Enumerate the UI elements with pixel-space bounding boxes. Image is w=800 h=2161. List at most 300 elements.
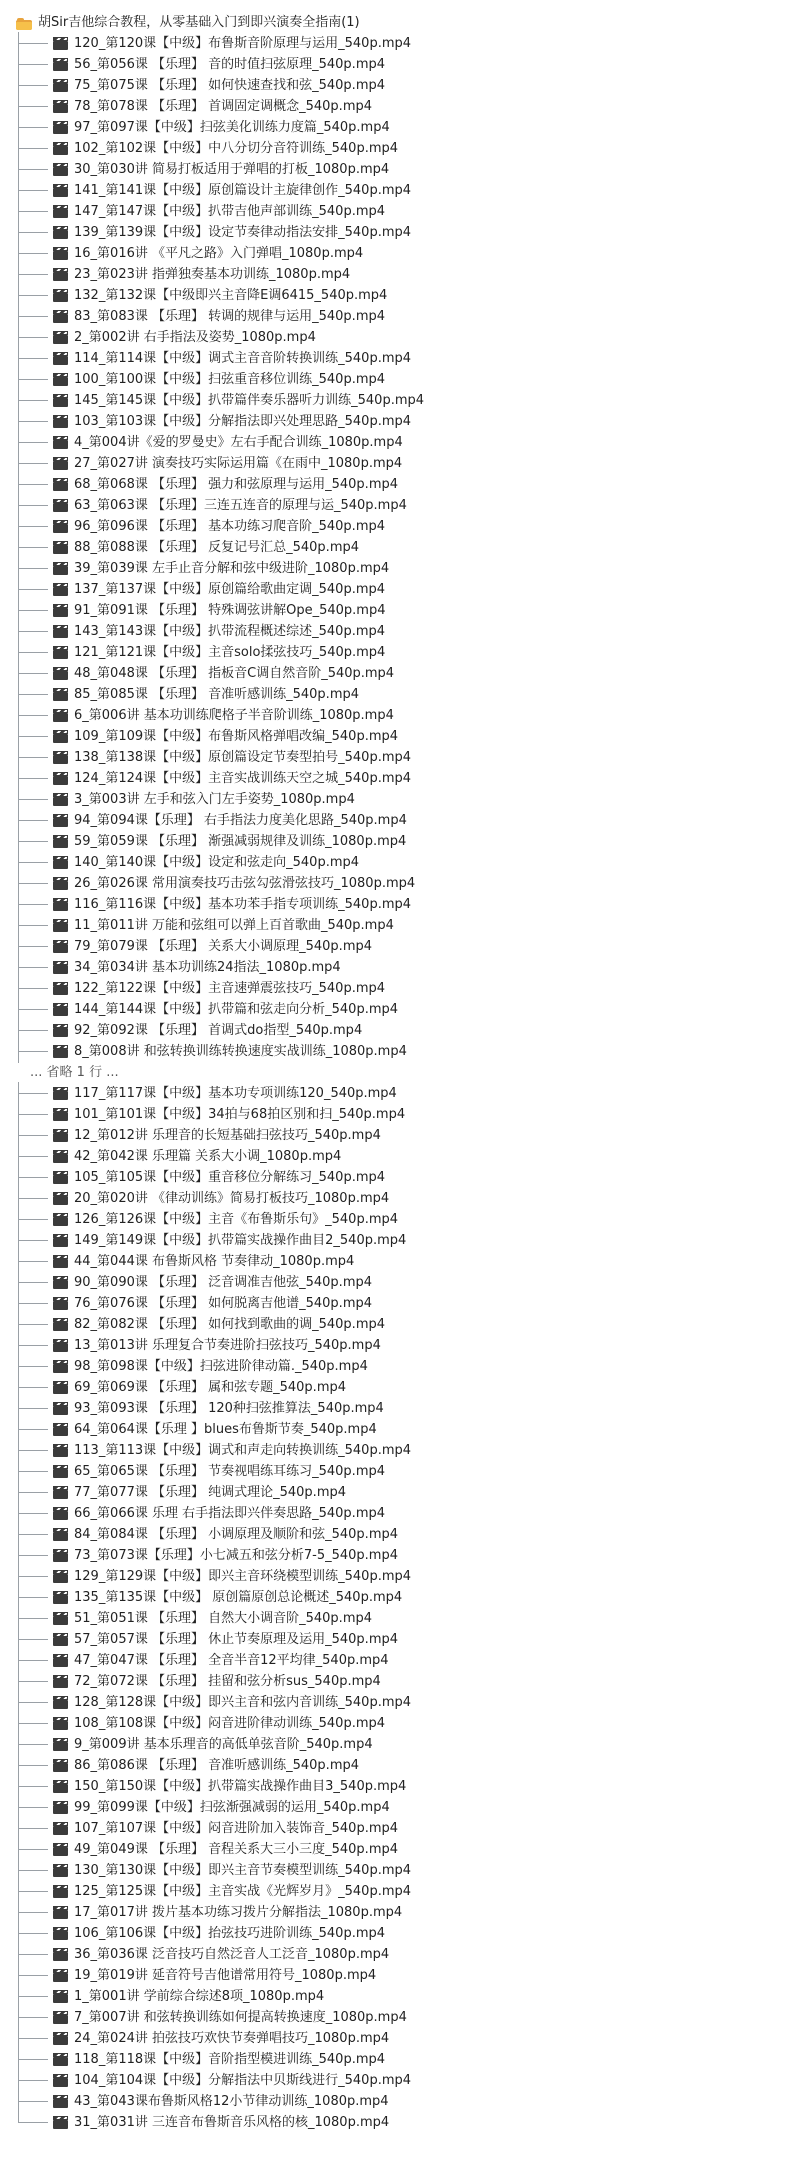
tree-branch-line [17, 831, 53, 852]
clapperboard-icon [53, 352, 68, 365]
file-item[interactable] [14, 978, 800, 999]
file-item[interactable] [14, 1356, 800, 1377]
file-name: 12_第012讲 乐理音的长短基础扫弦技巧_540p.mp4 [74, 1128, 381, 1143]
tree-branch-line [17, 1125, 53, 1146]
file-name: 121_第121课【中级】主音solo揉弦技巧_540p.mp4 [74, 645, 386, 660]
file-item[interactable] [14, 1461, 800, 1482]
file-item[interactable] [14, 2007, 800, 2028]
clapperboard-icon [53, 1150, 68, 1163]
file-name: 141_第141课【中级】原创篇设计主旋律创作_540p.mp4 [74, 183, 412, 198]
file-item[interactable] [14, 1188, 800, 1209]
tree-branch-line [17, 1692, 53, 1713]
file-name: 19_第019讲 延音符号吉他谱常用符号_1080p.mp4 [74, 1968, 377, 1983]
file-name: 98_第098课【中级】扫弦进阶律动篇._540p.mp4 [74, 1359, 368, 1374]
tree-branch-line [17, 705, 53, 726]
tree-branch-line [17, 957, 53, 978]
clapperboard-icon [53, 1864, 68, 1877]
file-item[interactable] [14, 726, 800, 747]
tree-branch-line [17, 1713, 53, 1734]
clapperboard-icon [53, 1318, 68, 1331]
file-item[interactable] [14, 306, 800, 327]
tree-branch-line [17, 1524, 53, 1545]
file-item[interactable] [14, 390, 800, 411]
clapperboard-icon [53, 1822, 68, 1835]
clapperboard-icon [53, 1654, 68, 1667]
clapperboard-icon [53, 1108, 68, 1121]
file-name: 42_第042课 乐理篇 关系大小调_1080p.mp4 [74, 1149, 342, 1164]
file-name: 68_第068课 【乐理】 强力和弦原理与运用_540p.mp4 [74, 477, 399, 492]
tree-branch-line [17, 516, 53, 537]
file-item[interactable] [14, 1251, 800, 1272]
file-name: 73_第073课【乐理】小七减五和弦分析7-5_540p.mp4 [74, 1548, 398, 1563]
file-item[interactable] [14, 1125, 800, 1146]
root-folder-row[interactable] [14, 12, 800, 33]
file-item[interactable] [14, 2028, 800, 2049]
clapperboard-icon [53, 961, 68, 974]
clapperboard-icon [53, 394, 68, 407]
file-item[interactable] [14, 2070, 800, 2091]
file-item[interactable] [14, 159, 800, 180]
file-name: 145_第145课【中级】扒带篇伴奏乐器听力训练_540p.mp4 [74, 393, 425, 408]
tree-branch-line [17, 1314, 53, 1335]
tree-branch-line [17, 1944, 53, 1965]
file-item[interactable] [14, 411, 800, 432]
clapperboard-icon [53, 1045, 68, 1058]
file-item[interactable] [14, 1776, 800, 1797]
file-item[interactable] [14, 1797, 800, 1818]
tree-branch-line [17, 1020, 53, 1041]
file-item[interactable] [14, 1083, 800, 1104]
file-name: 103_第103课【中级】分解指法即兴处理思路_540p.mp4 [74, 414, 412, 429]
clapperboard-icon [53, 1633, 68, 1646]
file-list-group-a [14, 33, 800, 1062]
tree-branch-line [17, 222, 53, 243]
clapperboard-icon [53, 478, 68, 491]
file-name: 137_第137课【中级】原创篇给歌曲定调_540p.mp4 [74, 582, 386, 597]
file-name: 128_第128课【中级】即兴主音和弦内音训练_540p.mp4 [74, 1695, 412, 1710]
file-item[interactable] [14, 2049, 800, 2070]
clapperboard-icon [53, 667, 68, 680]
clapperboard-icon [53, 1465, 68, 1478]
tree-branch-line [17, 54, 53, 75]
file-item[interactable] [14, 1860, 800, 1881]
tree-branch-line [17, 2112, 53, 2133]
file-item[interactable] [14, 1314, 800, 1335]
clapperboard-icon [53, 625, 68, 638]
file-name: 140_第140课【中级】设定和弦走向_540p.mp4 [74, 855, 360, 870]
clapperboard-icon [53, 1129, 68, 1142]
file-item[interactable] [14, 285, 800, 306]
clapperboard-icon [53, 856, 68, 869]
file-item[interactable] [14, 1440, 800, 1461]
tree-branch-line [17, 33, 53, 54]
tree-branch-line [17, 537, 53, 558]
file-item[interactable] [14, 1902, 800, 1923]
clapperboard-icon [53, 2095, 68, 2108]
tree-branch-line [17, 558, 53, 579]
tree-branch-line [17, 495, 53, 516]
file-name: 69_第069课 【乐理】 属和弦专题_540p.mp4 [74, 1380, 347, 1395]
file-item[interactable] [14, 495, 800, 516]
file-item[interactable] [14, 1608, 800, 1629]
file-name: 78_第078课 【乐理】 首调固定调概念_540p.mp4 [74, 99, 373, 114]
tree-branch-line [17, 1461, 53, 1482]
tree-branch-line [17, 1083, 53, 1104]
clapperboard-icon [53, 1087, 68, 1100]
file-name: 92_第092课 【乐理】 首调式do指型_540p.mp4 [74, 1023, 363, 1038]
tree-branch-line [17, 936, 53, 957]
file-item[interactable] [14, 432, 800, 453]
file-item[interactable] [14, 1881, 800, 1902]
tree-branch-line [17, 2091, 53, 2112]
file-item[interactable] [14, 1839, 800, 1860]
file-name: 126_第126课【中级】主音《布鲁斯乐句》_540p.mp4 [74, 1212, 399, 1227]
tree-branch-line [17, 1629, 53, 1650]
file-item[interactable] [14, 789, 800, 810]
file-name: 91_第091课 【乐理】 特殊调弦讲解Ope_540p.mp4 [74, 603, 386, 618]
tree-branch-line [17, 1797, 53, 1818]
clapperboard-icon [53, 1990, 68, 2003]
file-item[interactable] [14, 1524, 800, 1545]
file-name: 129_第129课【中级】即兴主音环绕模型训练_540p.mp4 [74, 1569, 412, 1584]
file-item[interactable] [14, 915, 800, 936]
tree-branch-line [17, 306, 53, 327]
tree-branch-line [17, 1482, 53, 1503]
clapperboard-icon [53, 310, 68, 323]
file-name: 94_第094课【乐理】 右手指法力度美化思路_540p.mp4 [74, 813, 407, 828]
file-name: 49_第049课 【乐理】 音程关系大三小三度_540p.mp4 [74, 1842, 399, 1857]
file-item[interactable] [14, 1020, 800, 1041]
file-item[interactable] [14, 1272, 800, 1293]
tree-branch-line [17, 684, 53, 705]
file-item[interactable] [14, 201, 800, 222]
file-item[interactable] [14, 117, 800, 138]
tree-branch-line [17, 1419, 53, 1440]
file-item[interactable] [14, 1692, 800, 1713]
file-name: 31_第031讲 三连音布鲁斯音乐风格的核_1080p.mp4 [74, 2115, 390, 2130]
file-name: 79_第079课 【乐理】 关系大小调原理_540p.mp4 [74, 939, 373, 954]
file-item[interactable] [14, 1818, 800, 1839]
tree-branch-line [17, 1755, 53, 1776]
clapperboard-icon [53, 1507, 68, 1520]
tree-branch-line [17, 1776, 53, 1797]
file-name: 7_第007讲 和弦转换训练如何提高转换速度_1080p.mp4 [74, 2010, 407, 2025]
clapperboard-icon [53, 1969, 68, 1982]
file-item[interactable] [14, 453, 800, 474]
tree-branch-line [17, 1041, 53, 1062]
file-name: 65_第065课 【乐理】 节奏视唱练耳练习_540p.mp4 [74, 1464, 386, 1479]
file-name: 59_第059课 【乐理】 渐强减弱规律及训练_1080p.mp4 [74, 834, 407, 849]
clapperboard-icon [53, 1549, 68, 1562]
clapperboard-icon [53, 940, 68, 953]
file-item[interactable] [14, 1146, 800, 1167]
file-name: 114_第114课【中级】调式主音音阶转换训练_540p.mp4 [74, 351, 412, 366]
file-name: 125_第125课【中级】主音实战《光辉岁月》_540p.mp4 [74, 1884, 412, 1899]
file-name: 47_第047课 【乐理】 全音半音12平均律_540p.mp4 [74, 1653, 389, 1668]
file-name: 144_第144课【中级】扒带篇和弦走向分析_540p.mp4 [74, 1002, 399, 1017]
file-name: 63_第063课 【乐理】三连五连音的原理与运_540p.mp4 [74, 498, 407, 513]
tree-branch-line [17, 1251, 53, 1272]
tree-branch-line [17, 1902, 53, 1923]
clapperboard-icon [53, 1339, 68, 1352]
file-item[interactable] [14, 1650, 800, 1671]
file-item[interactable] [14, 1734, 800, 1755]
tree-branch-line [17, 201, 53, 222]
file-item[interactable] [14, 600, 800, 621]
tree-branch-line [17, 1650, 53, 1671]
file-item[interactable] [14, 957, 800, 978]
file-item[interactable] [14, 222, 800, 243]
tree-branch-line [17, 1503, 53, 1524]
file-item[interactable] [14, 348, 800, 369]
file-name: 6_第006讲 基本功训练爬格子半音阶训练_1080p.mp4 [74, 708, 394, 723]
tree-branch-line [17, 600, 53, 621]
omitted-rows-note: ... 省略 1 行 ... [30, 1065, 119, 1080]
file-name: 66_第066课 乐理 右手指法即兴伴奏思路_540p.mp4 [74, 1506, 386, 1521]
file-item[interactable] [14, 768, 800, 789]
clapperboard-icon [53, 1738, 68, 1751]
tree-branch-line [17, 1671, 53, 1692]
file-item[interactable] [14, 1755, 800, 1776]
clapperboard-icon [53, 730, 68, 743]
file-item[interactable] [14, 1566, 800, 1587]
file-item[interactable] [14, 1923, 800, 1944]
file-item[interactable] [14, 537, 800, 558]
tree-branch-line [17, 1986, 53, 2007]
file-name: 101_第101课【中级】34拍与68拍区别和扫_540p.mp4 [74, 1107, 406, 1122]
file-item[interactable] [14, 999, 800, 1020]
clapperboard-icon [53, 793, 68, 806]
file-item[interactable] [14, 54, 800, 75]
file-item[interactable] [14, 33, 800, 54]
file-name: 108_第108课【中级】闷音进阶律动训练_540p.mp4 [74, 1716, 386, 1731]
clapperboard-icon [53, 2032, 68, 2045]
file-item[interactable] [14, 1629, 800, 1650]
clapperboard-icon [53, 1696, 68, 1709]
tree-branch-line [17, 180, 53, 201]
file-name: 17_第017讲 拨片基本功练习拨片分解指法_1080p.mp4 [74, 1905, 403, 1920]
file-item[interactable] [14, 1986, 800, 2007]
tree-branch-line [17, 369, 53, 390]
tree-branch-line [17, 642, 53, 663]
file-item[interactable] [14, 264, 800, 285]
root-folder-label: 胡Sir吉他综合教程，从零基础入门到即兴演奏全指南(1) [38, 15, 360, 30]
file-item[interactable] [14, 621, 800, 642]
tree-branch-line [17, 453, 53, 474]
clapperboard-icon [53, 982, 68, 995]
clapperboard-icon [53, 1906, 68, 1919]
clapperboard-icon [53, 1255, 68, 1268]
file-name: 138_第138课【中级】原创篇设定节奏型拍号_540p.mp4 [74, 750, 412, 765]
clapperboard-icon [53, 1948, 68, 1961]
file-name: 27_第027讲 演奏技巧实际运用篇《在雨中_1080p.mp4 [74, 456, 403, 471]
clapperboard-icon [53, 835, 68, 848]
clapperboard-icon [53, 1570, 68, 1583]
file-item[interactable] [14, 1041, 800, 1062]
clapperboard-icon [53, 2116, 68, 2129]
file-item[interactable] [14, 369, 800, 390]
file-item[interactable] [14, 1503, 800, 1524]
file-name: 72_第072课 【乐理】 挂留和弦分析sus_540p.mp4 [74, 1674, 381, 1689]
clapperboard-icon [53, 1780, 68, 1793]
clapperboard-icon [53, 2074, 68, 2087]
file-item[interactable] [14, 1398, 800, 1419]
file-item[interactable] [14, 1671, 800, 1692]
tree-branch-line [17, 978, 53, 999]
clapperboard-icon [53, 1927, 68, 1940]
file-item[interactable] [14, 810, 800, 831]
file-name: 56_第056课 【乐理】 音的时值扫弦原理_540p.mp4 [74, 57, 386, 72]
file-item[interactable] [14, 831, 800, 852]
file-name: 149_第149课【中级】扒带篇实战操作曲目2_540p.mp4 [74, 1233, 407, 1248]
clapperboard-icon [53, 1675, 68, 1688]
tree-branch-line [17, 474, 53, 495]
file-item[interactable] [14, 1377, 800, 1398]
file-item[interactable] [14, 1482, 800, 1503]
file-name: 43_第043课布鲁斯风格12小节律动训练_1080p.mp4 [74, 2094, 389, 2109]
tree-branch-line [17, 1440, 53, 1461]
clapperboard-icon [53, 100, 68, 113]
file-list-group-b [14, 1083, 800, 2133]
file-item[interactable] [14, 180, 800, 201]
file-name: 118_第118课【中级】音阶指型模进训练_540p.mp4 [74, 2052, 386, 2067]
file-name: 97_第097课【中级】扫弦美化训练力度篇_540p.mp4 [74, 120, 390, 135]
tree-branch-line [17, 1965, 53, 1986]
file-item[interactable] [14, 1587, 800, 1608]
file-name: 23_第023讲 指弹独奏基本功训练_1080p.mp4 [74, 267, 351, 282]
file-name: 96_第096课 【乐理】 基本功练习爬音阶_540p.mp4 [74, 519, 386, 534]
tree-branch-line [17, 2049, 53, 2070]
clapperboard-icon [53, 1276, 68, 1289]
tree-branch-line [17, 1146, 53, 1167]
clapperboard-icon [53, 205, 68, 218]
tree-branch-line [17, 2070, 53, 2091]
clapperboard-icon [53, 499, 68, 512]
file-name: 106_第106课【中级】抬弦技巧进阶训练_540p.mp4 [74, 1926, 386, 1941]
file-item[interactable] [14, 327, 800, 348]
file-name: 77_第077课 【乐理】 纯调式理论_540p.mp4 [74, 1485, 347, 1500]
tree-branch-line [17, 789, 53, 810]
file-item[interactable] [14, 1335, 800, 1356]
clapperboard-icon [53, 2011, 68, 2024]
file-item[interactable] [14, 705, 800, 726]
file-item[interactable] [14, 138, 800, 159]
file-item[interactable] [14, 1230, 800, 1251]
file-item[interactable] [14, 894, 800, 915]
clapperboard-icon [53, 646, 68, 659]
file-item[interactable] [14, 1965, 800, 1986]
file-item[interactable] [14, 75, 800, 96]
file-item[interactable] [14, 2091, 800, 2112]
file-name: 120_第120课【中级】布鲁斯音阶原理与运用_540p.mp4 [74, 36, 412, 51]
tree-branch-line [17, 243, 53, 264]
clapperboard-icon [53, 436, 68, 449]
tree-branch-line [17, 390, 53, 411]
file-item[interactable] [14, 852, 800, 873]
file-name: 75_第075课 【乐理】 如何快速查找和弦_540p.mp4 [74, 78, 386, 93]
clapperboard-icon [53, 1486, 68, 1499]
file-name: 4_第004讲《爱的罗曼史》左右手配合训练_1080p.mp4 [74, 435, 403, 450]
file-item[interactable] [14, 579, 800, 600]
tree-branch-line [17, 1839, 53, 1860]
file-name: 124_第124课【中级】主音实战训练天空之城_540p.mp4 [74, 771, 412, 786]
file-item[interactable] [14, 1419, 800, 1440]
clapperboard-icon [53, 520, 68, 533]
file-item[interactable] [14, 1545, 800, 1566]
file-item[interactable] [14, 516, 800, 537]
tree-branch-line [17, 915, 53, 936]
tree-branch-line [17, 1545, 53, 1566]
clapperboard-icon [53, 142, 68, 155]
file-item[interactable] [14, 1944, 800, 1965]
tree-branch-line [17, 1923, 53, 1944]
file-name: 26_第026课 常用演奏技巧击弦勾弦滑弦技巧_1080p.mp4 [74, 876, 416, 891]
file-item[interactable] [14, 684, 800, 705]
clapperboard-icon [53, 1171, 68, 1184]
tree-branch-line [17, 1335, 53, 1356]
file-name: 147_第147课【中级】扒带吉他声部训练_540p.mp4 [74, 204, 386, 219]
file-item[interactable] [14, 243, 800, 264]
file-item[interactable] [14, 1167, 800, 1188]
tree-branch-line [17, 264, 53, 285]
file-item[interactable] [14, 2112, 800, 2133]
tree-branch-line [17, 327, 53, 348]
clapperboard-icon [53, 877, 68, 890]
file-name: 107_第107课【中级】闷音进阶加入装饰音_540p.mp4 [74, 1821, 399, 1836]
file-name: 16_第016讲 《平凡之路》入门弹唱_1080p.mp4 [74, 246, 364, 261]
tree-branch-line [17, 75, 53, 96]
file-item[interactable] [14, 1293, 800, 1314]
clapperboard-icon [53, 1444, 68, 1457]
clapperboard-icon [53, 1213, 68, 1226]
file-item[interactable] [14, 642, 800, 663]
file-item[interactable] [14, 663, 800, 684]
clapperboard-icon [53, 163, 68, 176]
clapperboard-icon [53, 1192, 68, 1205]
file-name: 34_第034讲 基本功训练24指法_1080p.mp4 [74, 960, 341, 975]
clapperboard-icon [53, 2053, 68, 2066]
tree-branch-line [17, 2007, 53, 2028]
file-item[interactable] [14, 1104, 800, 1125]
file-name: 132_第132课【中级即兴主音降E调6415_540p.mp4 [74, 288, 388, 303]
clapperboard-icon [53, 226, 68, 239]
clapperboard-icon [53, 1297, 68, 1310]
file-item[interactable] [14, 747, 800, 768]
tree-branch-line [17, 1167, 53, 1188]
file-name: 100_第100课【中级】扫弦重音移位训练_540p.mp4 [74, 372, 386, 387]
file-item[interactable] [14, 96, 800, 117]
clapperboard-icon [53, 583, 68, 596]
tree-branch-line [17, 579, 53, 600]
tree-branch-line [17, 96, 53, 117]
file-name: 30_第030讲 简易打板适用于弹唱的打板_1080p.mp4 [74, 162, 390, 177]
file-item[interactable] [14, 1713, 800, 1734]
file-name: 143_第143课【中级】扒带流程概述综述_540p.mp4 [74, 624, 386, 639]
file-item[interactable] [14, 1209, 800, 1230]
file-item[interactable] [14, 873, 800, 894]
file-name: 82_第082课 【乐理】 如何找到歌曲的调_540p.mp4 [74, 1317, 386, 1332]
file-name: 20_第020讲 《律动训练》简易打板技巧_1080p.mp4 [74, 1191, 390, 1206]
file-name: 88_第088课 【乐理】 反复记号汇总_540p.mp4 [74, 540, 360, 555]
clapperboard-icon [53, 58, 68, 71]
file-name: 3_第003讲 左手和弦入门左手姿势_1080p.mp4 [74, 792, 355, 807]
file-item[interactable] [14, 936, 800, 957]
tree-branch-line [17, 432, 53, 453]
file-item[interactable] [14, 474, 800, 495]
tree-branch-line [17, 1608, 53, 1629]
file-item[interactable] [14, 558, 800, 579]
tree-branch-line [17, 1566, 53, 1587]
